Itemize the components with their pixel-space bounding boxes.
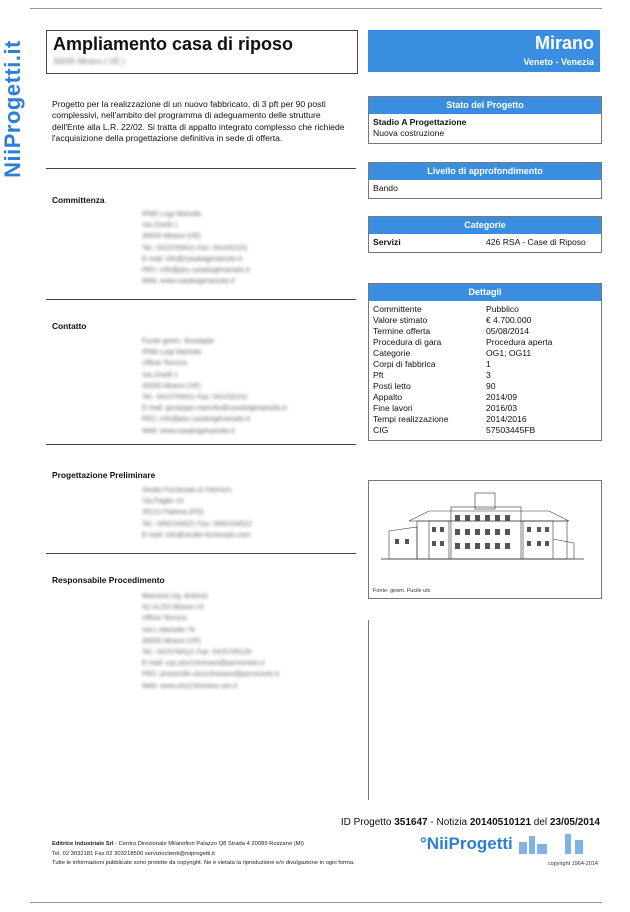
contatto-title: Contatto	[52, 321, 87, 331]
dettagli-row	[373, 304, 597, 315]
project-id: 351647	[394, 817, 428, 828]
bottom-rule	[30, 902, 602, 903]
niiprogetti-logo: °NiiProgetti	[420, 834, 513, 853]
contact-line: 35122 Padova (PD)	[142, 509, 204, 517]
footer-company: Editrice Industriale Srl	[52, 841, 114, 847]
dettagli-value: 2014/09	[486, 392, 518, 402]
top-rule	[30, 8, 602, 9]
notizia-label: - Notizia	[430, 817, 468, 828]
livello-panel	[368, 162, 602, 199]
responsabile-title: Responsabile Procedimento	[52, 575, 165, 585]
contact-line: Ufficio Tecnico	[142, 615, 187, 623]
contact-line: Tel.: 0415709411 Fax: 041432151	[142, 244, 248, 252]
notizia-number: 20140510121	[469, 817, 532, 828]
brand-logo-vertical: NiiProgetti.it	[0, 40, 25, 178]
dettagli-key: Termine offerta	[373, 326, 431, 336]
dettagli-value: 2014/2016	[486, 414, 527, 424]
contact-line: Via L.Mariutto 76	[142, 626, 195, 634]
contact-line: E-mail: info@studio-fochesato.com	[142, 531, 251, 539]
contact-line: E-mail: urp.ulss13mirano@pecveneto.it	[142, 660, 265, 668]
contact-line: Web: www.casaluigimariutto.it	[142, 278, 235, 286]
contact-line: Tel.: 0415794111 Fax: 0415795129	[142, 649, 252, 657]
categorie-key: Servizi	[373, 237, 401, 247]
image-caption: Fonte: geom. Fucile utc	[373, 588, 431, 594]
dettagli-value: Procedura aperta	[486, 337, 553, 347]
contact-line: Tel.: 0492104521 Fax: 0492104522	[142, 520, 253, 528]
title-box	[46, 30, 358, 74]
contact-line: Ufficio Tecnico	[142, 360, 187, 368]
contact-line: PEC: info@pec.casaluigimariutto.it	[142, 267, 250, 275]
contact-line: Studio Fochesato & Partners	[142, 487, 232, 494]
progettazione-details	[142, 485, 252, 541]
dettagli-row	[373, 414, 597, 425]
contact-line: 30035 Mirano (VE)	[142, 637, 201, 645]
project-description: Progetto per la realizzazione di un nuovo fabbricato, di 3 pft per 90 posti complessivi, nell'ambito del programma di adeguamento delle strutture dell'Ente alla L.R. 22/02. Si tratta di appalto integrato complesso che richiede l'acquisizione della progettazione definitiva in sede di offerta.	[52, 99, 345, 143]
dettagli-key: Pft	[373, 370, 384, 380]
livello-header: Livello di approfondimento	[369, 163, 601, 180]
footer-address: - Centro Direzionale Milanofiori Palazzo Q8 Strada 4 20089 Rozzano (MI)	[113, 841, 304, 847]
dettagli-key: CIG	[373, 425, 389, 435]
contact-line: Web: www.ulss13mirano.ven.it	[142, 682, 238, 690]
responsabile-details	[142, 591, 279, 692]
contact-line: 30035 Mirano (VE)	[142, 233, 201, 241]
id-prefix: ID Progetto	[340, 817, 392, 828]
dettagli-value: 2016/03	[486, 403, 518, 413]
dettagli-value: OG1; OG11	[486, 348, 532, 358]
dettagli-table	[369, 301, 601, 440]
building-elevation-drawing	[369, 491, 601, 571]
dettagli-row	[373, 315, 597, 326]
dettagli-row	[373, 381, 597, 392]
contact-line: Fucile geom. Giuseppe	[142, 338, 214, 345]
contact-line: E-mail: info@casaluigimariutto.it	[142, 255, 243, 263]
contact-line: Web: www.casaluigimariutto.it	[142, 427, 235, 435]
dettagli-value: 05/08/2014	[486, 326, 530, 336]
dettagli-value: 90	[486, 381, 496, 391]
dettagli-key: Fine lavori	[373, 403, 413, 413]
dettagli-key: Procedura di gara	[373, 337, 442, 347]
dettagli-key: Tempi realizzazione	[373, 414, 449, 424]
logo-graphic-icon	[515, 832, 595, 856]
categorie-panel	[368, 216, 602, 253]
contact-line: 30035 Mirano (VE)	[142, 382, 201, 390]
dettagli-value: 57503445FB	[486, 425, 536, 435]
building-image	[368, 480, 602, 599]
dettagli-key: Valore stimato	[373, 315, 428, 325]
city-box	[368, 30, 600, 72]
stato-stage: Stadio A Progettazione	[373, 117, 467, 127]
location-blurred: 30035 Mirano ( VE )	[53, 57, 125, 66]
notizia-date: 23/05/2014	[549, 817, 600, 828]
stato-panel	[368, 96, 602, 144]
dettagli-header: Dettagli	[369, 284, 601, 301]
contact-line: IPAB Luigi Mariutto	[142, 211, 202, 218]
dettagli-row	[373, 326, 597, 337]
progettazione-title: Progettazione Preliminare	[52, 470, 156, 480]
livello-value: Bando	[373, 183, 398, 193]
del-label: del	[533, 817, 548, 828]
column-rule	[368, 620, 369, 800]
dettagli-value: 3	[486, 370, 491, 380]
divider	[46, 299, 356, 300]
contact-line: Az.ULSS Mirano 13	[142, 604, 204, 612]
project-id-line	[341, 817, 600, 828]
dettagli-row	[373, 403, 597, 414]
dettagli-key: Categorie	[373, 348, 411, 358]
categorie-value: 426 RSA - Case di Riposo	[486, 237, 586, 247]
contact-line: Via Zinelli 1	[142, 371, 179, 379]
dettagli-key: Posti letto	[373, 381, 411, 391]
contact-line: PEC: protocollo.ulss13mirano@pecveneto.it	[142, 671, 280, 679]
dettagli-value: 1	[486, 359, 491, 369]
categorie-header: Categorie	[369, 217, 601, 234]
dettagli-row	[373, 348, 597, 359]
dettagli-row	[373, 370, 597, 381]
dettagli-key: Committente	[373, 304, 422, 314]
contact-line: Via Zinelli 1	[142, 222, 179, 230]
divider	[46, 444, 356, 445]
dettagli-key: Appalto	[373, 392, 403, 402]
contact-line: Via Paglia 14	[142, 498, 184, 506]
dettagli-key: Corpi di fabbrica	[373, 359, 436, 369]
dettagli-value: Pubblico	[486, 304, 519, 314]
committenza-title: Committenza	[52, 195, 105, 205]
copyright: copyright 1964-2014	[547, 861, 598, 867]
dettagli-row	[373, 392, 597, 403]
dettagli-row	[373, 337, 597, 348]
contact-line: PEC: info@pec.casaluigimariutto.it	[142, 416, 250, 424]
dettagli-panel	[368, 283, 602, 441]
dettagli-row	[373, 425, 597, 436]
region-name: Veneto - Venezia	[523, 57, 594, 67]
footer	[52, 840, 355, 869]
footer-notice: Tutte le informazioni pubblicate sono protette da copyright. Ne è vietata la riproduzione e/o divulgazione in ogni forma.	[52, 860, 355, 866]
city-name: Mirano	[534, 33, 594, 53]
dettagli-value: € 4.700.000	[486, 315, 532, 325]
divider	[46, 553, 356, 554]
dettagli-row	[373, 359, 597, 370]
footer-contacts: Tel. 02 3032181 Fax 02 303218500 servizioclienti@niiprogetti.it	[52, 850, 215, 857]
contact-line: Tel.: 0415709411 Fax: 041432151	[142, 394, 248, 402]
contact-line: IPAB Luigi Mariutto	[142, 349, 202, 357]
contact-line: Marcone ing. Antonio	[142, 593, 208, 600]
divider	[46, 168, 356, 169]
committenza-details	[142, 209, 250, 287]
page-title: Ampliamento casa di riposo	[53, 34, 294, 54]
stato-header: Stato del Progetto	[369, 97, 601, 114]
contatto-details	[142, 336, 286, 437]
stato-type: Nuova costruzione	[373, 128, 445, 138]
contact-line: E-mail: giuseppe.mariutto@casaluigimariutto.it	[142, 405, 287, 413]
